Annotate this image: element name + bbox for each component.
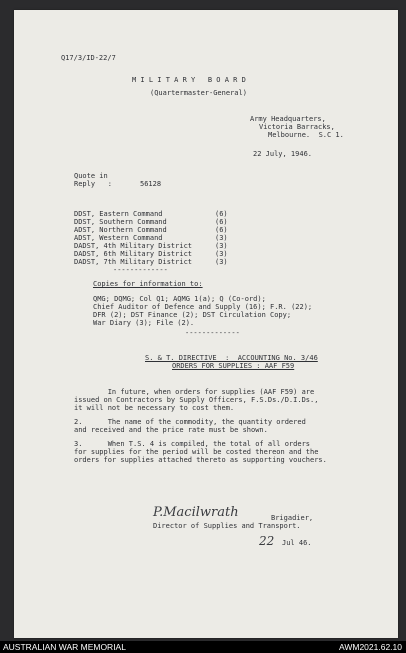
- paragraph-1-line: issued on Contractors by Supply Officers, F.S.Ds./D.I.Ds.,: [74, 396, 319, 404]
- reply-label: Reply :: [74, 180, 112, 188]
- distribution-entry: DDST, Eastern Command: [74, 210, 163, 218]
- distribution-count: (3): [215, 258, 228, 266]
- distribution-entry: DDST, Southern Command: [74, 218, 167, 226]
- document-title: M I L I T A R Y B O A R D: [132, 76, 246, 84]
- quote-label: Quote in: [74, 172, 108, 180]
- list-divider: -------------: [113, 266, 168, 274]
- footer-accession-number: AWM2021.62.10: [339, 642, 402, 652]
- distribution-entry: DADST, 7th Military District: [74, 258, 193, 266]
- letter-date: 22 July, 1946.: [253, 150, 313, 158]
- copies-line: Chief Auditor of Defence and Supply (16); F.R. (22);: [93, 303, 313, 311]
- signatory-rank: Brigadier,: [271, 514, 314, 522]
- distribution-entry: DADST, 6th Military District: [74, 250, 193, 258]
- distribution-count: (6): [215, 210, 228, 218]
- address-line-1: Army Headquarters,: [250, 115, 326, 123]
- copies-line: War Diary (3); File (2).: [93, 319, 195, 327]
- copies-heading: Copies for information to:: [93, 280, 203, 288]
- document-page: [14, 10, 398, 638]
- distribution-count: (3): [215, 234, 228, 242]
- handwritten-day: 22: [259, 534, 275, 548]
- copies-line: QMG; DQMG; Col Q1; AQMG 1(a); Q (Co-ord);: [93, 295, 266, 303]
- address-line-2: Victoria Barracks,: [259, 123, 335, 131]
- copies-line: DFR (2); DST Finance (2); DST Circulation Copy;: [93, 311, 292, 319]
- footer-institution: AUSTRALIAN WAR MEMORIAL: [3, 642, 126, 652]
- paragraph-1-line: it will not be necessary to cost them.: [74, 404, 235, 412]
- distribution-entry: ADST, Northern Command: [74, 226, 167, 234]
- distribution-count: (3): [215, 242, 228, 250]
- archive-footer: [0, 641, 406, 653]
- reply-reference: 56128: [140, 180, 162, 188]
- paragraph-1-line: In future, when orders for supplies (AAF F59) are: [74, 388, 315, 396]
- signatory-position: Director of Supplies and Transport.: [153, 522, 301, 530]
- distribution-entry: ADST, Western Command: [74, 234, 163, 242]
- distribution-count: (6): [215, 226, 228, 234]
- distribution-entry: DADST, 4th Military District: [74, 242, 193, 250]
- paragraph-3-line: orders for supplies attached thereto as supporting vouchers.: [74, 456, 327, 464]
- paragraph-3-line: for supplies for the period will be costed thereon and the: [74, 448, 319, 456]
- paragraph-2-line: 2. The name of the commodity, the quantity ordered: [74, 418, 306, 426]
- paragraph-3-line: 3. When T.S. 4 is compiled, the total of all orders: [74, 440, 311, 448]
- directive-heading: S. & T. DIRECTIVE : ACCOUNTING No. 3/46: [145, 354, 318, 362]
- copies-divider: -------------: [185, 329, 240, 337]
- distribution-count: (6): [215, 218, 228, 226]
- address-line-3: Melbourne. S.C 1.: [268, 131, 344, 139]
- distribution-count: (3): [215, 250, 228, 258]
- paragraph-2-line: and received and the price rate must be shown.: [74, 426, 268, 434]
- directive-subheading: ORDERS FOR SUPPLIES : AAF F59: [172, 362, 295, 370]
- handwritten-signature: P.Macilwrath: [153, 505, 239, 520]
- file-reference: Q17/3/ID-22/7: [61, 54, 116, 62]
- document-subtitle: (Quartermaster-General): [150, 89, 247, 97]
- signature-date: Jul 46.: [282, 539, 312, 547]
